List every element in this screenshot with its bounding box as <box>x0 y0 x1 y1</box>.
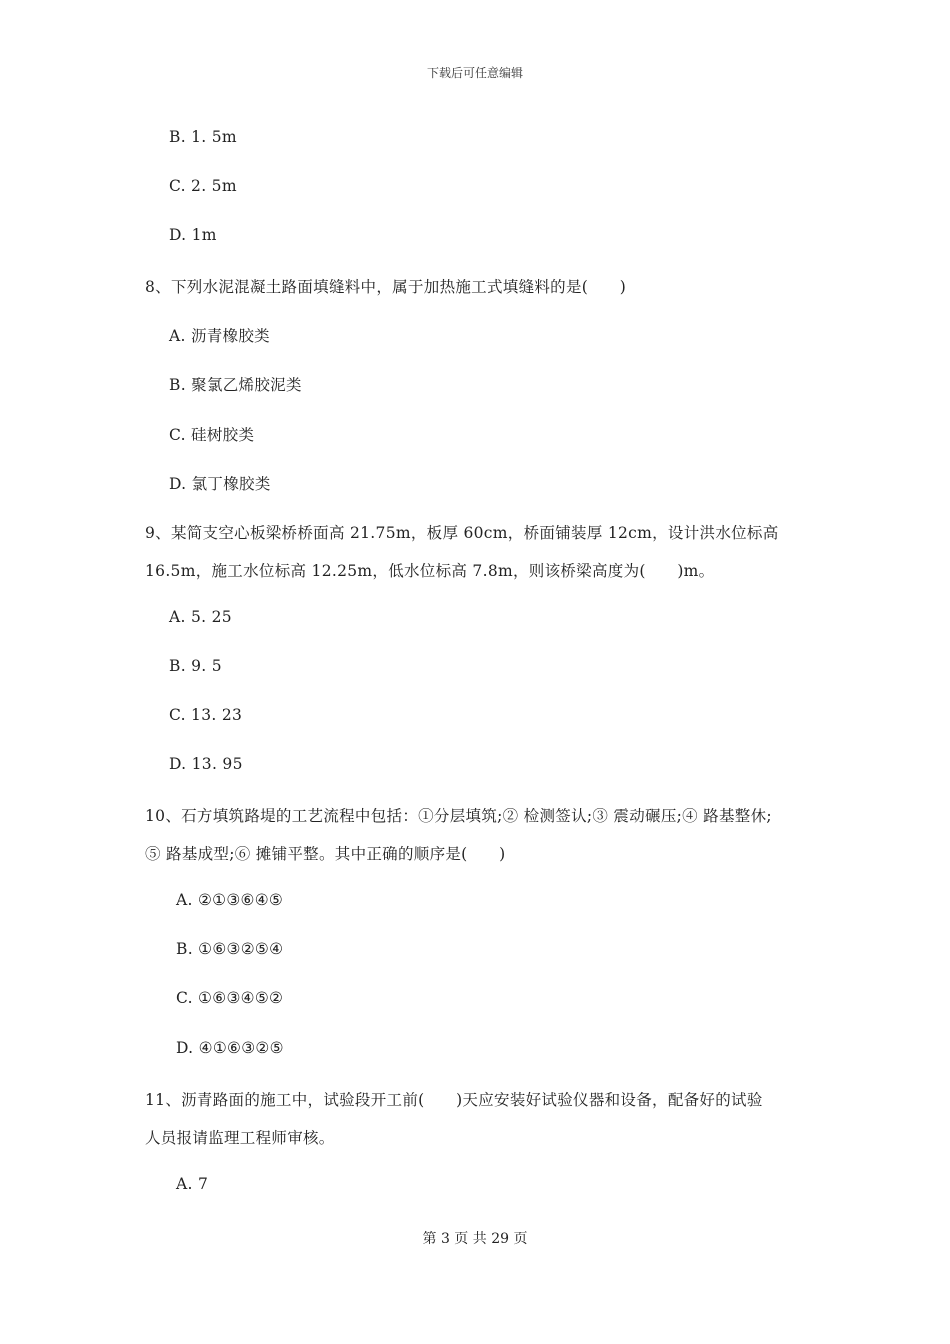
q8-option-b: B. 聚氯乙烯胶泥类 <box>169 376 302 394</box>
q8-option-d: D. 氯丁橡胶类 <box>169 475 271 493</box>
question-11-line2: 人员报请监理工程师审核。 <box>145 1129 335 1147</box>
question-11-line1: 11、沥青路面的施工中，试验段开工前( )天应安装好试验仪器和设备，配备好的试验 <box>145 1091 763 1109</box>
option-b-prev: B. 1. 5m <box>169 128 237 146</box>
q11-option-a: A. 7 <box>176 1175 209 1193</box>
page-header: 下载后可任意编辑 <box>426 66 523 80</box>
option-d-prev: D. 1m <box>169 226 217 244</box>
q10-option-b: B. ①⑥③②⑤④ <box>176 940 284 958</box>
q9-option-d: D. 13. 95 <box>169 755 243 773</box>
q8-option-a: A. 沥青橡胶类 <box>169 327 270 345</box>
page-footer: 第 3 页 共 29 页 <box>422 1231 528 1247</box>
q8-option-c: C. 硅树胶类 <box>169 426 255 444</box>
q10-option-d: D. ④①⑥③②⑤ <box>176 1039 284 1057</box>
question-10-line2: ⑤ 路基成型;⑥ 摊铺平整。其中正确的顺序是( ) <box>145 845 506 863</box>
q9-option-c: C. 13. 23 <box>169 706 243 724</box>
q9-option-b: B. 9. 5 <box>169 657 222 675</box>
question-10-line1: 10、石方填筑路堤的工艺流程中包括：①分层填筑;② 检测签认;③ 震动碾压;④ 路基整休; <box>145 807 772 825</box>
option-c-prev: C. 2. 5m <box>169 177 237 195</box>
q10-option-c: C. ①⑥③④⑤② <box>176 989 284 1007</box>
question-9-line1: 9、某简支空心板梁桥桥面高 21.75m，板厚 60cm，桥面铺装厚 12cm，设计洪水位标高 <box>145 524 779 542</box>
q10-option-a: A. ②①③⑥④⑤ <box>176 891 284 909</box>
question-8: 8、下列水泥混凝土路面填缝料中，属于加热施工式填缝料的是( ) <box>145 278 627 296</box>
question-9-line2: 16.5m，施工水位标高 12.25m，低水位标高 7.8m，则该桥梁高度为( )m。 <box>145 562 715 580</box>
q9-option-a: A. 5. 25 <box>169 608 232 626</box>
